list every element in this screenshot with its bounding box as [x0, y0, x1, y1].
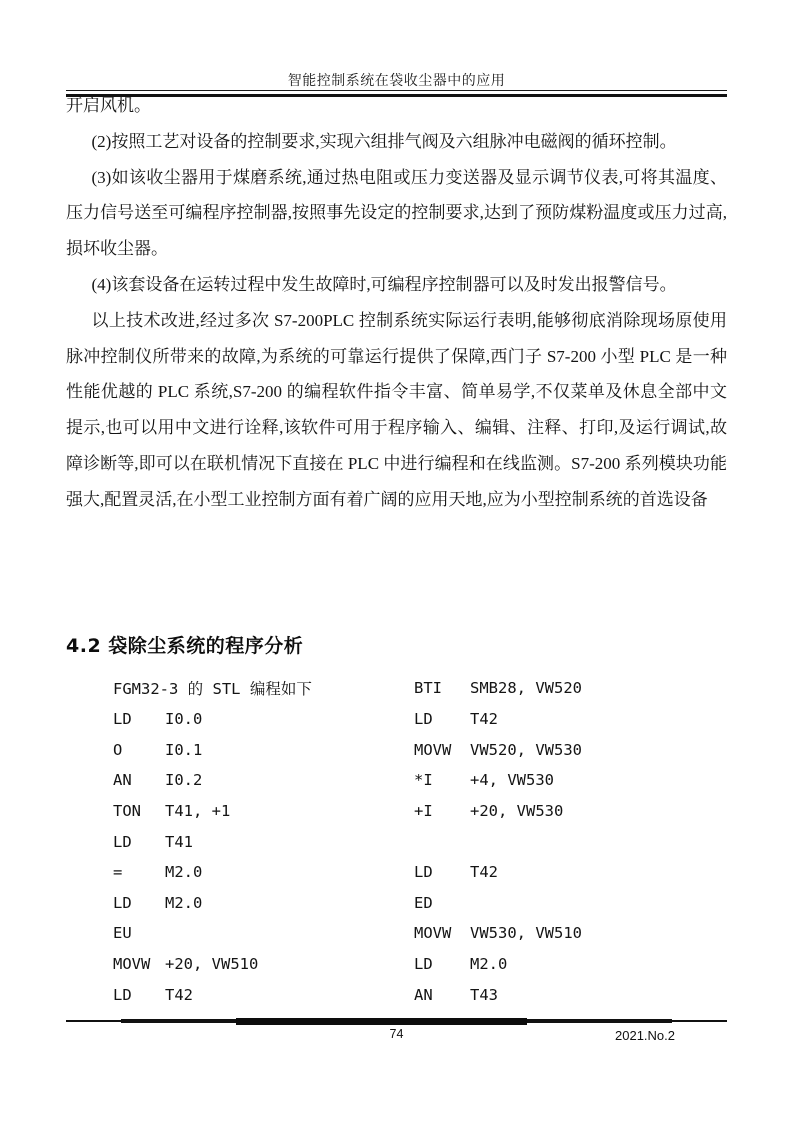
- footer-rule-center: [236, 1018, 527, 1025]
- stl-opcode: MOVW: [414, 924, 452, 943]
- stl-operand: T43: [470, 985, 498, 1004]
- stl-left-cell: [113, 863, 414, 881]
- stl-left-cell: [113, 710, 414, 728]
- stl-opcode: LD: [414, 955, 433, 974]
- body-paragraph: 开启风机。: [66, 96, 151, 115]
- stl-left-cell: [113, 677, 414, 699]
- stl-opcode: +I: [414, 801, 433, 820]
- stl-opcode: BTI: [414, 679, 442, 698]
- stl-opcode: MOVW: [113, 955, 151, 974]
- body-paragraph: (3)如该收尘器用于煤磨系统,通过热电阻或压力变送器及显示调节仪表,可将其温度、压力信号送至可编程序控制器,按照事先设定的控制要求,达到了预防煤粉温度或压力过高,损坏收尘器。: [66, 167, 727, 259]
- stl-code-row: [113, 704, 733, 735]
- stl-code-row: [113, 765, 733, 796]
- stl-operand: T42: [470, 863, 498, 882]
- stl-right-cell: [414, 986, 733, 1004]
- stl-operand: M2.0: [165, 863, 203, 882]
- stl-left-cell: [113, 802, 414, 820]
- stl-opcode: O: [113, 740, 123, 759]
- stl-opcode: LD: [414, 863, 433, 882]
- footer-rule: [66, 1017, 727, 1026]
- stl-opcode: AN: [113, 771, 132, 790]
- body-text-block: [66, 88, 727, 630]
- stl-opcode: LD: [414, 709, 433, 728]
- stl-left-cell: [113, 833, 414, 851]
- stl-program-listing: [113, 673, 733, 1010]
- stl-right-cell: [414, 894, 733, 912]
- stl-left-cell: [113, 986, 414, 1004]
- stl-right-cell: [414, 863, 733, 881]
- stl-operand: VW520, VW530: [470, 740, 582, 759]
- stl-operand: VW530, VW510: [470, 924, 582, 943]
- stl-opcode: LD: [113, 985, 132, 1004]
- stl-code-row: [113, 734, 733, 765]
- stl-code-row: [113, 979, 733, 1010]
- stl-code-row: [113, 673, 733, 704]
- issue-number: 2021.No.2: [615, 1028, 675, 1043]
- stl-left-cell: [113, 924, 414, 942]
- body-paragraph: (4)该套设备在运转过程中发生故障时,可编程序控制器可以及时发出报警信号。: [91, 274, 677, 294]
- stl-operand: I0.1: [165, 740, 203, 759]
- stl-code-row: [113, 887, 733, 918]
- stl-code-row: [113, 826, 733, 857]
- stl-opcode: FGM32-3 的 STL 编程如下: [113, 680, 312, 699]
- stl-opcode: EU: [113, 924, 132, 943]
- stl-opcode: LD: [113, 709, 132, 728]
- stl-opcode: AN: [414, 985, 433, 1004]
- stl-left-cell: [113, 955, 414, 973]
- stl-operand: I0.0: [165, 709, 203, 728]
- stl-right-cell: [414, 771, 733, 789]
- stl-opcode: TON: [113, 801, 141, 820]
- stl-operand: T42: [470, 709, 498, 728]
- stl-opcode: LD: [113, 832, 132, 851]
- stl-opcode: ED: [414, 893, 433, 912]
- stl-left-cell: [113, 771, 414, 789]
- stl-code-row: [113, 796, 733, 827]
- stl-operand: M2.0: [470, 955, 508, 974]
- stl-right-cell: [414, 802, 733, 820]
- section-heading: 4.2 袋除尘系统的程序分析: [66, 635, 304, 657]
- body-paragraph: 以上技术改进,经过多次 S7-200PLC 控制系统实际运行表明,能够彻底消除现场原使用脉冲控制仪所带来的故障,为系统的可靠运行提供了保障,西门子 S7-200 小型 PLC 是一种性能优越的 PLC 系统,S7-200 的编程软件指令丰富、简单易学,不仅菜单及休息全部中文提示,也可以用中文进行诠释,该软件可用于程序输入、编辑、注释、打印,及运行调试,故障诊断等,即可以在联机情况下直接在 PLC 中进行编程和在线监测。S7-200 系列模块功能强大,配置灵活,在小型工业控制方面有着广阔的应用天地,应为小型控制系统的首选设备: [66, 310, 727, 509]
- stl-operand: SMB28, VW520: [470, 679, 582, 698]
- stl-operand: +20, VW530: [470, 801, 564, 820]
- stl-operand: T41: [165, 832, 193, 851]
- stl-code-row: [113, 949, 733, 980]
- stl-opcode: MOVW: [414, 740, 452, 759]
- stl-right-cell: [414, 710, 733, 728]
- stl-opcode: =: [113, 863, 123, 882]
- stl-left-cell: [113, 894, 414, 912]
- stl-operand: +4, VW530: [470, 771, 554, 790]
- stl-code-row: [113, 918, 733, 949]
- stl-opcode: *I: [414, 771, 433, 790]
- body-paragraph: (2)按照工艺对设备的控制要求,实现六组排气阀及六组脉冲电磁阀的循环控制。: [91, 131, 677, 151]
- stl-operand: T42: [165, 985, 193, 1004]
- page-number: 74: [389, 1027, 404, 1041]
- stl-operand: M2.0: [165, 893, 203, 912]
- stl-operand: T41, +1: [165, 801, 231, 820]
- stl-operand: +20, VW510: [165, 955, 259, 974]
- stl-right-cell: [414, 924, 733, 942]
- stl-left-cell: [113, 741, 414, 759]
- stl-right-cell: [414, 679, 733, 697]
- running-head-title: 智能控制系统在袋收尘器中的应用: [287, 74, 506, 89]
- stl-code-row: [113, 857, 733, 888]
- stl-right-cell: [414, 955, 733, 973]
- stl-right-cell: [414, 741, 733, 759]
- stl-opcode: LD: [113, 893, 132, 912]
- stl-operand: I0.2: [165, 771, 203, 790]
